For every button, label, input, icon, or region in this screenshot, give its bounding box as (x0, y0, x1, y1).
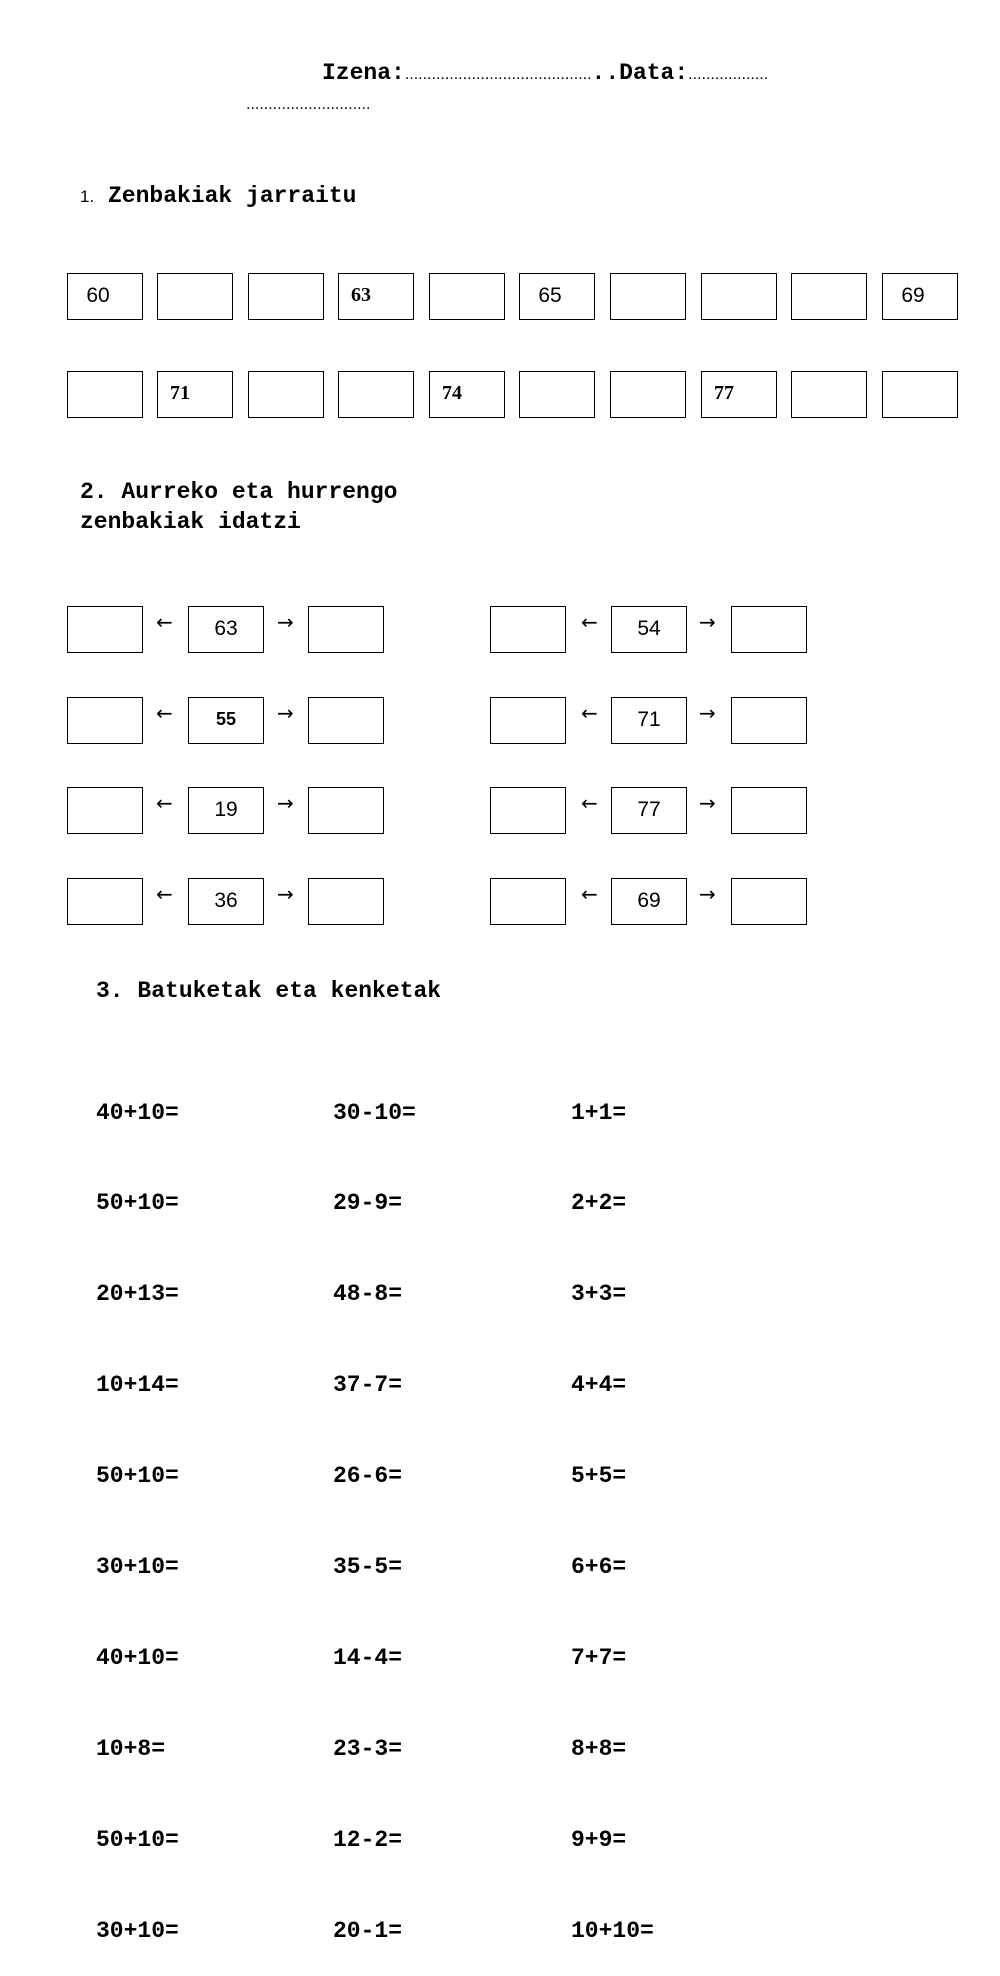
sequence-box[interactable] (882, 273, 958, 320)
section-2-title (80, 477, 397, 537)
sequence-box[interactable] (338, 371, 414, 418)
sequence-box[interactable] (67, 273, 143, 320)
given-number-box (611, 787, 687, 834)
sequence-box[interactable] (429, 371, 505, 418)
sequence-box[interactable] (701, 273, 777, 320)
sequence-box[interactable] (248, 371, 324, 418)
operation-item: 9+9= (571, 1826, 627, 1853)
previous-number-box[interactable] (490, 787, 566, 834)
section-2-title-line-2: zenbakiak idatzi (80, 509, 301, 535)
operations-column-1 (96, 1037, 179, 1976)
given-number-box (611, 697, 687, 744)
next-number-box[interactable] (731, 697, 807, 744)
left-arrow-icon: ← (156, 701, 173, 725)
section-2-title-line-1: 2. Aurreko eta hurrengo (80, 479, 398, 505)
previous-number-box[interactable] (67, 787, 143, 834)
next-number-box[interactable] (308, 697, 384, 744)
next-number-box[interactable] (731, 878, 807, 925)
operation-item: 4+4= (571, 1372, 627, 1399)
left-arrow-icon: ← (156, 882, 173, 906)
operation-item: 12-2= (333, 1826, 403, 1853)
operation-item: 20+13= (96, 1281, 179, 1308)
operations-column-2 (333, 1037, 416, 1976)
right-arrow-icon: → (699, 882, 716, 906)
date-label: Data: (619, 60, 689, 86)
operations-column-3 (571, 1037, 654, 1976)
operation-item: 14-4= (333, 1644, 403, 1671)
given-number: 19 (214, 798, 238, 821)
operation-item: 7+7= (571, 1644, 627, 1671)
sequence-box[interactable] (67, 371, 143, 418)
left-arrow-icon: ← (156, 791, 173, 815)
section-3-title: 3. Batuketak eta kenketak (96, 978, 442, 1004)
operation-item: 29-9= (333, 1190, 403, 1217)
operation-item: 3+3= (571, 1281, 627, 1308)
name-field-dots[interactable]: .......................................... (404, 66, 592, 83)
right-arrow-icon: → (277, 701, 294, 725)
previous-number-box[interactable] (67, 697, 143, 744)
operation-item: 1+1= (571, 1099, 627, 1126)
right-arrow-icon: → (699, 610, 716, 634)
sequence-box[interactable] (791, 273, 867, 320)
section-1-number: 1. (80, 187, 95, 206)
right-arrow-icon: → (277, 791, 294, 815)
sequence-box-value: 60 (86, 284, 110, 307)
operation-item: 8+8= (571, 1735, 627, 1762)
operation-item: 50+10= (96, 1463, 179, 1490)
operation-item: 20-1= (333, 1917, 403, 1944)
operation-item: 30+10= (96, 1917, 179, 1944)
next-number-box[interactable] (731, 606, 807, 653)
next-number-box[interactable] (308, 787, 384, 834)
operation-item: 23-3= (333, 1735, 403, 1762)
operation-item: 30+10= (96, 1554, 179, 1581)
sequence-box[interactable] (791, 371, 867, 418)
sequence-box-value: 74 (442, 382, 462, 404)
sequence-box[interactable] (519, 273, 595, 320)
previous-number-box[interactable] (67, 606, 143, 653)
given-number-box (188, 787, 264, 834)
sequence-box[interactable] (429, 273, 505, 320)
sequence-box-value: 71 (170, 382, 190, 404)
left-arrow-icon: ← (581, 610, 598, 634)
operation-item: 10+14= (96, 1372, 179, 1399)
given-number-box (188, 878, 264, 925)
sequence-box[interactable] (882, 371, 958, 418)
operation-item: 10+10= (571, 1917, 654, 1944)
operation-item: 2+2= (571, 1190, 627, 1217)
given-number: 77 (637, 798, 661, 821)
given-number: 63 (214, 617, 238, 640)
date-field-dots[interactable]: .................. (688, 66, 769, 83)
previous-number-box[interactable] (67, 878, 143, 925)
sequence-box[interactable] (157, 273, 233, 320)
operation-item: 50+10= (96, 1826, 179, 1853)
given-number-box (611, 878, 687, 925)
right-arrow-icon: → (277, 882, 294, 906)
given-number: 69 (637, 889, 661, 912)
sequence-box-value: 69 (901, 284, 925, 307)
given-number: 55 (215, 709, 237, 729)
operation-item: 30-10= (333, 1099, 416, 1126)
previous-number-box[interactable] (490, 697, 566, 744)
header-continuation-dots: ............................ (246, 96, 371, 113)
previous-number-box[interactable] (490, 878, 566, 925)
sequence-box[interactable] (610, 273, 686, 320)
section-1-title-text: Zenbakiak jarraitu (108, 183, 357, 209)
right-arrow-icon: → (699, 791, 716, 815)
operation-item: 26-6= (333, 1463, 403, 1490)
next-number-box[interactable] (731, 787, 807, 834)
left-arrow-icon: ← (156, 610, 173, 634)
operation-item: 6+6= (571, 1554, 627, 1581)
operation-item: 40+10= (96, 1644, 179, 1671)
left-arrow-icon: ← (581, 882, 598, 906)
operation-item: 50+10= (96, 1190, 179, 1217)
sequence-box[interactable] (248, 273, 324, 320)
given-number: 36 (214, 889, 238, 912)
operation-item: 10+8= (96, 1735, 166, 1762)
previous-number-box[interactable] (490, 606, 566, 653)
sequence-box[interactable] (338, 273, 414, 320)
sequence-box-value: 63 (351, 284, 371, 306)
header-separator: .. (591, 60, 620, 86)
next-number-box[interactable] (308, 606, 384, 653)
sequence-box[interactable] (610, 371, 686, 418)
section-1-title (80, 181, 356, 212)
header-line (322, 60, 768, 86)
given-number-box (188, 697, 264, 744)
name-label: Izena: (322, 60, 405, 86)
given-number: 54 (637, 617, 661, 640)
given-number-box (188, 606, 264, 653)
left-arrow-icon: ← (581, 791, 598, 815)
next-number-box[interactable] (308, 878, 384, 925)
sequence-box[interactable] (701, 371, 777, 418)
right-arrow-icon: → (699, 701, 716, 725)
given-number-box (611, 606, 687, 653)
operation-item: 37-7= (333, 1372, 403, 1399)
given-number: 71 (637, 708, 661, 731)
operation-item: 48-8= (333, 1281, 403, 1308)
operation-item: 40+10= (96, 1099, 179, 1126)
sequence-box[interactable] (157, 371, 233, 418)
left-arrow-icon: ← (581, 701, 598, 725)
operation-item: 5+5= (571, 1463, 627, 1490)
sequence-box-value: 65 (538, 284, 562, 307)
sequence-box-value: 77 (714, 382, 734, 404)
operation-item: 35-5= (333, 1554, 403, 1581)
sequence-box[interactable] (519, 371, 595, 418)
right-arrow-icon: → (277, 610, 294, 634)
